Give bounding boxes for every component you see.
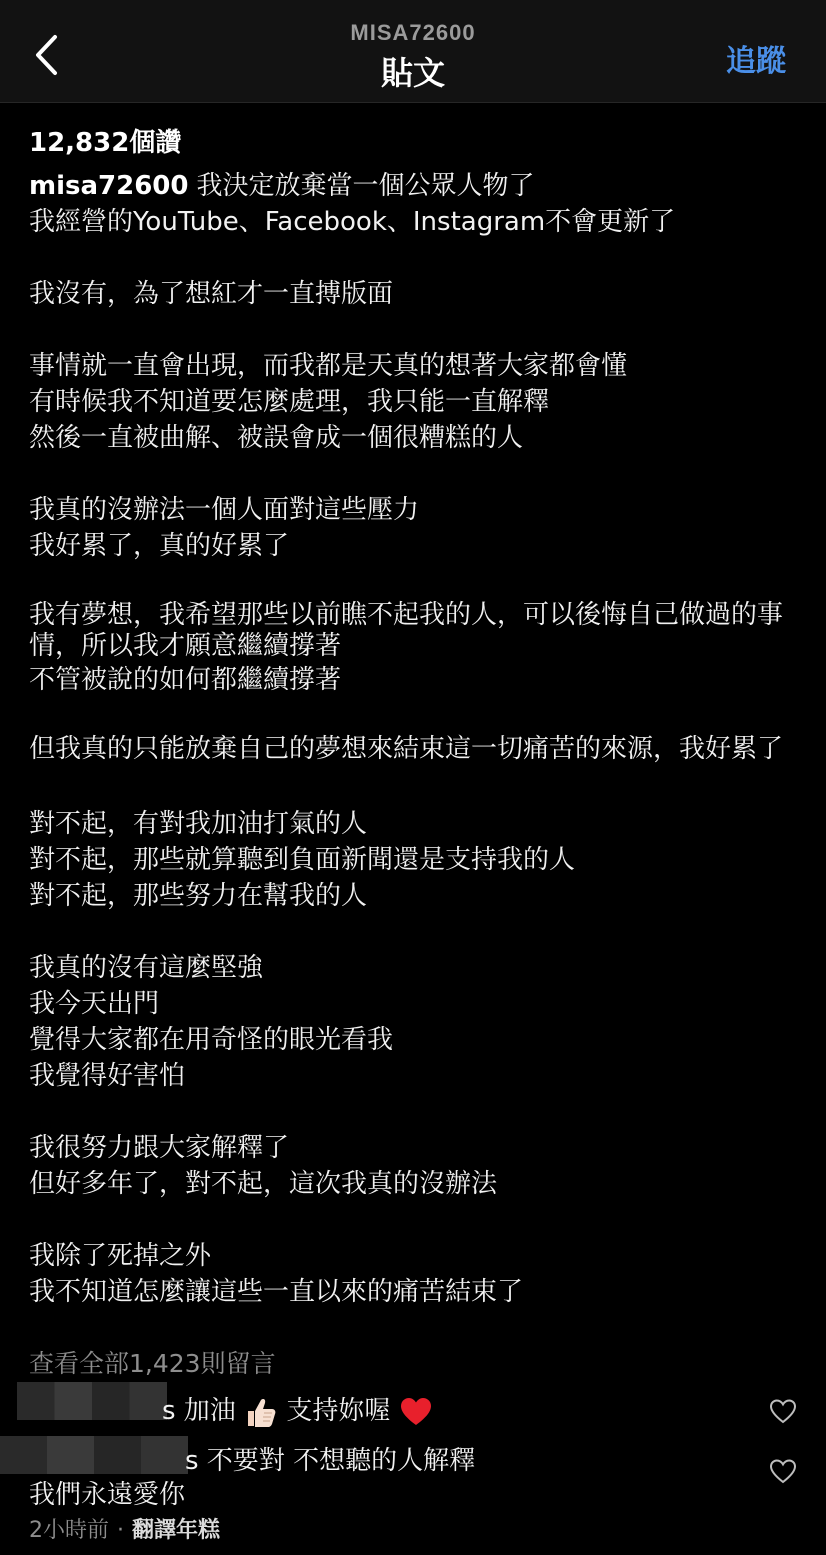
red-heart-icon bbox=[399, 1395, 433, 1429]
caption-line: 我真的沒辦法一個人面對這些壓力 bbox=[29, 495, 420, 525]
follow-button[interactable]: 追蹤 bbox=[726, 44, 786, 79]
caption-line: 對不起，那些就算聽到負面新聞還是支持我的人 bbox=[29, 845, 576, 875]
caption-line: 對不起，那些努力在幫我的人 bbox=[29, 881, 368, 911]
caption-line-first bbox=[29, 168, 809, 204]
blurred-username bbox=[0, 1436, 188, 1474]
comment-text: 我們永遠愛你 bbox=[29, 1480, 186, 1510]
caption-line bbox=[29, 1202, 809, 1238]
post-caption bbox=[29, 168, 809, 1310]
caption-line bbox=[29, 456, 809, 492]
like-comment-heart-icon[interactable] bbox=[768, 1396, 798, 1426]
caption-line: 我覺得好害怕 bbox=[29, 1061, 186, 1091]
translate-link[interactable]: 翻譯年糕 bbox=[132, 1518, 221, 1543]
comment-item bbox=[0, 1384, 826, 1432]
caption-line bbox=[29, 914, 809, 950]
like-count[interactable]: 12,832個讚 bbox=[29, 128, 182, 158]
comment-item bbox=[0, 1432, 826, 1512]
caption-line: 我很努力跟大家解釋了 bbox=[29, 1133, 290, 1163]
caption-line bbox=[29, 1094, 809, 1130]
caption-username[interactable]: misa72600 bbox=[29, 171, 189, 201]
like-comment-heart-icon[interactable] bbox=[768, 1456, 798, 1486]
caption-line: 我有夢想，我希望那些以前瞧不起我的人，可以後悔自己做過的事情，所以我才願意繼續撐著 bbox=[29, 600, 784, 661]
caption-line bbox=[29, 312, 809, 348]
post-meta bbox=[29, 1513, 220, 1544]
caption-line: 我不知道怎麼讓這些一直以來的痛苦結束了 bbox=[29, 1277, 524, 1307]
comment-text-part: s 加油 bbox=[162, 1396, 236, 1426]
comment-text bbox=[162, 1390, 433, 1429]
page-title: 貼文 bbox=[380, 54, 445, 92]
caption-line: 我真的沒有這麼堅強 bbox=[29, 953, 264, 983]
thumbs-up-icon bbox=[244, 1395, 278, 1429]
meta-separator: · bbox=[117, 1518, 124, 1543]
caption-line: 我決定放棄當一個公眾人物了 bbox=[196, 171, 535, 201]
account-name: MISA72600 bbox=[350, 20, 476, 45]
caption-line bbox=[29, 564, 809, 600]
caption-line: 我經營的YouTube、Facebook、Instagram不會更新了 bbox=[29, 207, 676, 237]
view-all-comments-link[interactable]: 查看全部1,423則留言 bbox=[29, 1349, 276, 1378]
top-nav-bar bbox=[0, 0, 826, 103]
caption-line: 對不起，有對我加油打氣的人 bbox=[29, 809, 368, 839]
timestamp: 2小時前 bbox=[29, 1518, 109, 1543]
caption-line: 但好多年了，對不起，這次我真的沒辦法 bbox=[29, 1169, 498, 1199]
caption-line: 但我真的只能放棄自己的夢想來結束這一切痛苦的來源，我好累了 bbox=[29, 734, 784, 764]
caption-line: 事情就一直會出現，而我都是天真的想著大家都會懂 bbox=[29, 351, 628, 381]
caption-line: 覺得大家都在用奇怪的眼光看我 bbox=[29, 1025, 394, 1055]
comment-text: s 不要對 不想聽的人解釋 bbox=[185, 1446, 476, 1476]
caption-line: 我好累了，真的好累了 bbox=[29, 531, 290, 561]
caption-line bbox=[29, 770, 809, 806]
caption-line: 然後一直被曲解、被誤會成一個很糟糕的人 bbox=[29, 423, 524, 453]
caption-line: 我沒有，為了想紅才一直搏版面 bbox=[29, 279, 394, 309]
caption-line: 我今天出門 bbox=[29, 989, 160, 1019]
caption-line bbox=[29, 698, 809, 734]
caption-line bbox=[29, 240, 809, 276]
caption-line: 不管被說的如何都繼續撐著 bbox=[29, 665, 342, 695]
blurred-username bbox=[17, 1382, 167, 1420]
comment-text-part: 支持妳喔 bbox=[286, 1396, 391, 1426]
caption-line: 我除了死掉之外 bbox=[29, 1241, 212, 1271]
caption-line: 有時候我不知道要怎麼處理，我只能一直解釋 bbox=[29, 387, 550, 417]
